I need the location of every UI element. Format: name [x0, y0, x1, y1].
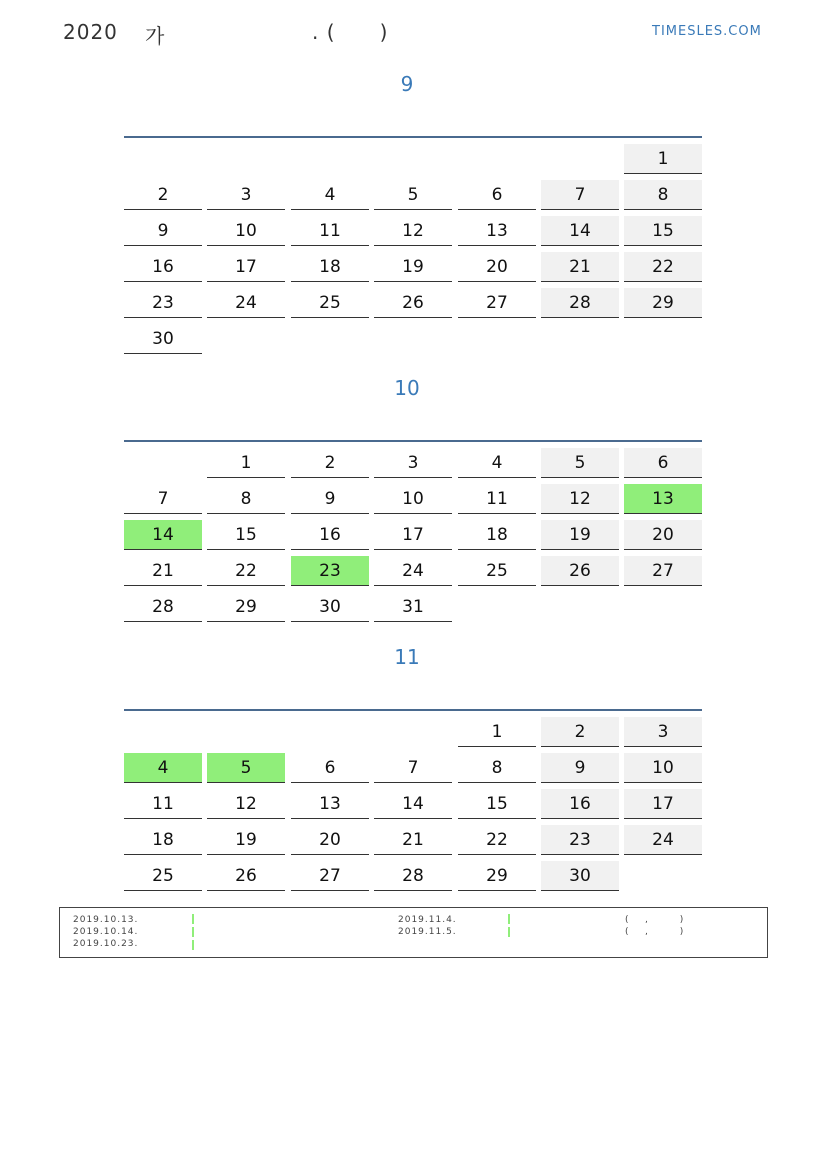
day-cell: 19: [207, 825, 285, 855]
day-cell: 9: [124, 216, 202, 246]
day-cell: 14: [124, 520, 202, 550]
day-cell: 23: [124, 288, 202, 318]
day-cell: 14: [374, 789, 452, 819]
day-cell: 10: [374, 484, 452, 514]
day-cell: 30: [291, 592, 369, 622]
month-rule: [124, 709, 702, 711]
day-cell: 25: [291, 288, 369, 318]
day-cell: 20: [624, 520, 702, 550]
day-cell: 18: [291, 252, 369, 282]
page-title-paren: . ( ): [312, 20, 389, 44]
day-cell: 21: [374, 825, 452, 855]
brand-link[interactable]: TIMESLES.COM: [652, 24, 762, 39]
note-date: 2019.11.5.: [398, 927, 457, 937]
day-cell: 15: [458, 789, 536, 819]
day-cell: 30: [124, 324, 202, 354]
day-cell: 5: [207, 753, 285, 783]
day-cell: 2: [291, 448, 369, 478]
page-title-year: 2020: [63, 20, 118, 44]
day-cell: 27: [291, 861, 369, 891]
day-cell: 4: [458, 448, 536, 478]
day-cell: 6: [291, 753, 369, 783]
day-cell: 1: [458, 717, 536, 747]
day-cell: 28: [124, 592, 202, 622]
day-cell: 13: [458, 216, 536, 246]
day-cell: 22: [458, 825, 536, 855]
day-cell: 23: [291, 556, 369, 586]
holiday-marker: [508, 927, 510, 937]
day-cell: 1: [624, 144, 702, 174]
day-cell: 27: [624, 556, 702, 586]
day-cell: 29: [207, 592, 285, 622]
holiday-marker: [192, 914, 194, 924]
day-cell: 13: [291, 789, 369, 819]
note-paren: ( , ): [625, 927, 685, 937]
day-cell: 22: [624, 252, 702, 282]
day-cell: 12: [541, 484, 619, 514]
day-cell: 17: [207, 252, 285, 282]
day-cell: 19: [374, 252, 452, 282]
day-cell: 6: [624, 448, 702, 478]
holiday-notes: [59, 907, 768, 958]
day-cell: 29: [624, 288, 702, 318]
day-cell: 15: [207, 520, 285, 550]
day-cell: 16: [124, 252, 202, 282]
day-cell: 24: [624, 825, 702, 855]
day-cell: 17: [374, 520, 452, 550]
day-cell: 17: [624, 789, 702, 819]
day-cell: 12: [374, 216, 452, 246]
day-cell: 23: [541, 825, 619, 855]
day-cell: 4: [291, 180, 369, 210]
day-cell: 28: [374, 861, 452, 891]
day-cell: 3: [374, 448, 452, 478]
day-cell: 26: [374, 288, 452, 318]
day-cell: 5: [374, 180, 452, 210]
day-cell: 10: [624, 753, 702, 783]
day-cell: 3: [624, 717, 702, 747]
day-cell: 10: [207, 216, 285, 246]
day-cell: 27: [458, 288, 536, 318]
day-cell: 7: [541, 180, 619, 210]
day-cell: 25: [124, 861, 202, 891]
note-date: 2019.10.23.: [73, 939, 139, 949]
day-cell: 9: [291, 484, 369, 514]
day-cell: 14: [541, 216, 619, 246]
day-cell: 1: [207, 448, 285, 478]
day-cell: 28: [541, 288, 619, 318]
month-rule: [124, 136, 702, 138]
day-cell: 11: [458, 484, 536, 514]
month-title: 10: [394, 376, 420, 400]
day-cell: 19: [541, 520, 619, 550]
holiday-marker: [192, 940, 194, 950]
day-cell: 21: [124, 556, 202, 586]
day-cell: 11: [291, 216, 369, 246]
day-cell: 22: [207, 556, 285, 586]
day-cell: 9: [541, 753, 619, 783]
day-cell: 8: [458, 753, 536, 783]
day-cell: 5: [541, 448, 619, 478]
day-cell: 31: [374, 592, 452, 622]
note-paren: ( , ): [625, 915, 685, 925]
day-cell: 26: [207, 861, 285, 891]
day-cell: 2: [124, 180, 202, 210]
day-cell: 29: [458, 861, 536, 891]
day-cell: 20: [291, 825, 369, 855]
holiday-marker: [508, 914, 510, 924]
holiday-marker: [192, 927, 194, 937]
note-date: 2019.10.14.: [73, 927, 139, 937]
month-rule: [124, 440, 702, 442]
day-cell: 24: [207, 288, 285, 318]
note-date: 2019.11.4.: [398, 915, 457, 925]
day-cell: 16: [291, 520, 369, 550]
day-cell: 2: [541, 717, 619, 747]
day-cell: 8: [207, 484, 285, 514]
day-cell: 18: [458, 520, 536, 550]
day-cell: 30: [541, 861, 619, 891]
note-date: 2019.10.13.: [73, 915, 139, 925]
day-cell: 24: [374, 556, 452, 586]
day-cell: 18: [124, 825, 202, 855]
day-cell: 3: [207, 180, 285, 210]
month-title: 9: [400, 72, 414, 96]
page-title-ga: 가: [145, 24, 166, 48]
day-cell: 13: [624, 484, 702, 514]
day-cell: 6: [458, 180, 536, 210]
day-cell: 11: [124, 789, 202, 819]
day-cell: 25: [458, 556, 536, 586]
day-cell: 12: [207, 789, 285, 819]
day-cell: 16: [541, 789, 619, 819]
day-cell: 7: [374, 753, 452, 783]
day-cell: 7: [124, 484, 202, 514]
day-cell: 8: [624, 180, 702, 210]
day-cell: 20: [458, 252, 536, 282]
day-cell: 21: [541, 252, 619, 282]
month-title: 11: [394, 645, 420, 669]
day-cell: 26: [541, 556, 619, 586]
day-cell: 4: [124, 753, 202, 783]
day-cell: 15: [624, 216, 702, 246]
